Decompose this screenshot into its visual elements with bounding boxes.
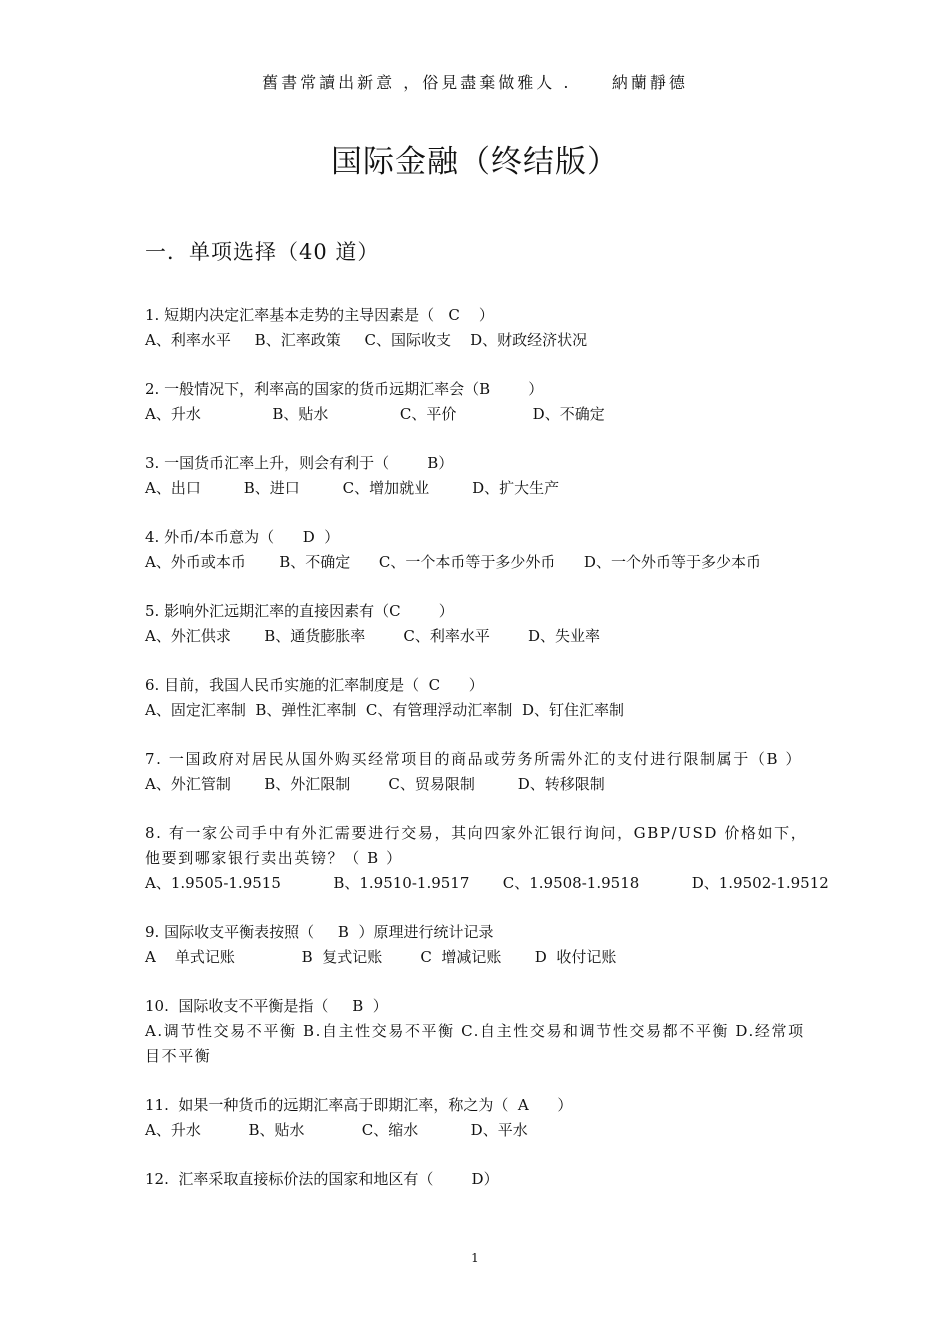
question-3 xyxy=(145,451,810,501)
question-7 xyxy=(145,747,810,797)
question-11 xyxy=(145,1093,810,1143)
question-12 xyxy=(145,1167,810,1192)
question-options: A、外汇管制 B、外汇限制 C、贸易限制 D、转移限制 xyxy=(145,775,605,793)
question-stem: 1. 短期内决定汇率基本走势的主导因素是（ C ） xyxy=(145,306,494,324)
question-stem: 9. 国际收支平衡表按照（ B ）原理进行统计记录 xyxy=(145,923,494,941)
question-1 xyxy=(145,303,810,353)
question-options: A、出口 B、进口 C、增加就业 D、扩大生产 xyxy=(145,479,560,497)
question-stem: 6. 目前，我国人民币实施的汇率制度是（ C ） xyxy=(145,676,484,694)
question-options: A、固定汇率制 B、弹性汇率制 C、有管理浮动汇率制 D、钉住汇率制 xyxy=(145,701,624,719)
question-list xyxy=(145,303,829,1216)
question-8 xyxy=(145,821,829,896)
question-options: A 单式记账 B 复式记账 C 增减记账 D 收付记账 xyxy=(145,948,617,966)
question-stem: 12. 汇率采取直接标价法的国家和地区有（ D） xyxy=(145,1170,499,1188)
question-4 xyxy=(145,525,810,575)
question-options: A.调节性交易不平衡 B.自主性交易不平衡 C.自主性交易和调节性交易都不平衡 D.经常项目不平衡 xyxy=(145,1022,805,1065)
page-number: 1 xyxy=(471,1251,479,1265)
question-options: A、利率水平 B、汇率政策 C、国际收支 D、财政经济状况 xyxy=(145,331,588,349)
page-title: 国际金融（终结版） xyxy=(331,144,619,180)
question-stem: 5. 影响外汇远期汇率的直接因素有（C ） xyxy=(145,602,454,620)
question-options: A、外汇供求 B、通货膨胀率 C、利率水平 D、失业率 xyxy=(145,627,601,645)
question-options: A、1.9505-1.9515 B、1.9510-1.9517 C、1.9508-1.9518 D、1.9502-1.9512 xyxy=(145,874,829,892)
question-options: A、外币或本币 B、不确定 C、一个本币等于多少外币 D、一个外币等于多少本币 xyxy=(145,553,761,571)
question-stem: 4. 外币/本币意为（ D ） xyxy=(145,528,340,546)
question-options: A、升水 B、贴水 C、平价 D、不确定 xyxy=(145,405,605,423)
question-10 xyxy=(145,994,810,1069)
question-options: A、升水 B、贴水 C、缩水 D、平水 xyxy=(145,1121,528,1139)
question-2 xyxy=(145,377,810,427)
question-stem: 11. 如果一种货币的远期汇率高于即期汇率，称之为（ A ） xyxy=(145,1096,573,1114)
question-6 xyxy=(145,673,810,723)
question-stem: 8. 有一家公司手中有外汇需要进行交易，其向四家外汇银行询问，GBP/USD 价格如下，他要到哪家银行卖出英镑？（ B ） xyxy=(145,824,808,867)
section-heading: 一．单项选择（40 道） xyxy=(145,240,380,264)
question-stem: 2. 一般情况下，利率高的国家的货币远期汇率会（B ） xyxy=(145,380,544,398)
question-9 xyxy=(145,920,810,970)
question-stem: 7. 一国政府对居民从国外购买经常项目的商品或劳务所需外汇的支付进行限制属于（B ） xyxy=(145,750,803,768)
question-stem: 10. 国际收支不平衡是指（ B ） xyxy=(145,997,388,1015)
question-stem: 3. 一国货币汇率上升，则会有利于（ B） xyxy=(145,454,454,472)
question-5 xyxy=(145,599,810,649)
header-motto: 舊書常讀出新意 ，俗見盡棄做雅人 . 納蘭靜德 xyxy=(262,73,688,92)
